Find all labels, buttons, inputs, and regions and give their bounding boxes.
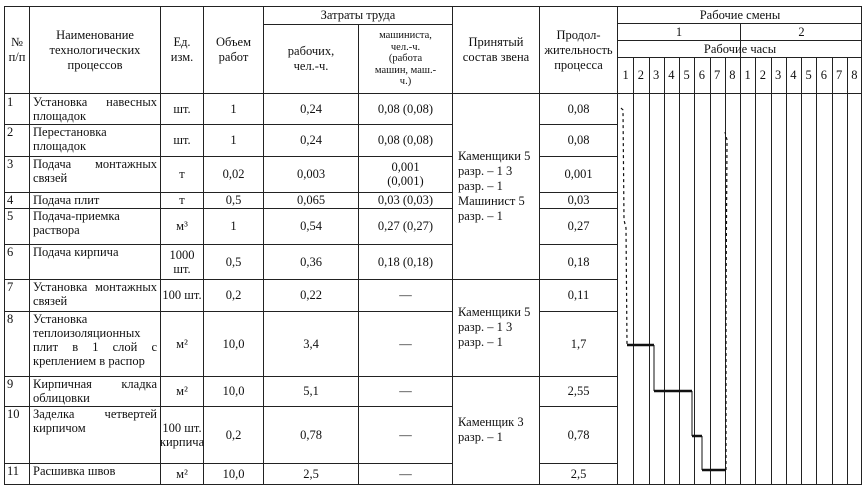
team-text-1: Каменщики 5 разр. – 1 3 разр. – 1 Машинист 5 разр. – 1 [458,148,531,223]
row-labor-machinist: — [399,466,412,481]
gantt-dashed-link-1 [621,108,627,345]
row-unit: м² [176,384,188,398]
hour-label: 4 [668,68,675,82]
hour-label: 2 [759,68,766,82]
row-volume: 0,2 [225,288,242,302]
row-name: Установка монтажных связей [33,280,157,308]
hour-label: 5 [805,68,812,82]
row-labor-workers: 0,24 [300,133,322,147]
row-labor-workers: 2,5 [303,466,319,481]
row-unit: 100 шт. [162,288,202,302]
row-num: 6 [7,245,14,259]
row-labor-machinist: 0,001 (0,001) [387,160,424,188]
header-team: Принятый состав звена [462,35,530,64]
row-num: 8 [7,312,14,326]
header-volume: Объем работ [216,35,251,64]
hour-label: 7 [836,68,843,82]
row-labor-workers: 3,4 [303,336,319,351]
row-duration: 2,5 [570,466,587,481]
row-labor-machinist: 0,18 (0,18) [377,254,434,269]
hour-label: 3 [775,68,782,82]
row-duration: 0,08 [567,102,590,116]
row-name: Установка теплоизоляционных плит в 1 слой с креплением в распор [33,312,157,368]
team-cell-3 [453,376,539,484]
row-labor-machinist: 0,08 (0,08) [377,102,434,116]
row-duration: 0,08 [567,133,590,147]
row-volume: 0,2 [225,427,242,442]
row-volume: 10,0 [222,466,245,481]
row-duration: 0,27 [567,219,590,233]
row-num: 3 [7,157,14,171]
row-labor-workers: 0,54 [300,219,322,233]
team-text-2: Каменщики 5 разр. – 1 3 разр. – 1 [458,304,531,349]
row-labor-workers: 0,22 [300,288,322,302]
row-unit: 1000 шт. [169,247,195,276]
row-labor-workers: 5,1 [303,384,319,398]
hour-label: 1 [622,68,629,82]
hour-label: 4 [790,68,797,82]
row-labor-workers: 0,78 [300,427,322,442]
row-unit: 100 шт. кирпича [159,420,205,449]
row-duration: 2,55 [567,384,590,398]
row-volume: 1 [230,219,237,233]
row-duration: 1,7 [570,336,587,351]
row-name: Кирпичная кладка облицовки [33,377,157,405]
row-num: 11 [7,464,20,478]
team-cell-2 [453,279,539,375]
row-labor-workers: 0,24 [300,102,322,116]
row-labor-machinist: 0,08 (0,08) [377,133,434,147]
team-cell-1 [453,94,539,278]
row-name: Расшивка швов [33,464,116,478]
row-volume: 0,5 [225,193,242,207]
row-num: 2 [7,125,14,139]
row-duration: 0,001 [564,167,593,181]
header-hours-title: Рабочие часы [703,41,777,56]
header-labor-machinist: машиниста, чел.-ч. (работа машин, маш.-ч.) [374,30,437,88]
row-num: 9 [7,377,14,391]
hour-label: 8 [851,68,858,82]
row-labor-workers: 0,065 [296,193,326,207]
row-labor-workers: 0,36 [300,254,322,269]
hour-label: 5 [683,68,690,82]
row-labor-machinist: — [399,384,412,398]
header-duration: Продол-жительность процесса [544,27,613,72]
row-duration: 0,11 [567,288,590,302]
row-unit: м² [176,466,188,481]
row-unit: м³ [176,219,188,233]
header-shifts-title: Рабочие смены [699,7,781,22]
row-name: Подача плит [33,193,100,207]
row-volume: 1 [230,102,237,116]
row-labor-workers: 0,003 [296,167,326,181]
row-num: 7 [7,280,14,294]
row-num: 4 [7,193,14,207]
header-unit: Ед. изм. [170,35,194,64]
hour-label: 7 [714,68,721,82]
row-unit: т [179,167,185,181]
row-num: 5 [7,209,14,223]
row-num: 1 [7,95,14,109]
row-unit: шт. [173,133,191,147]
team-text-3: Каменщик 3 разр. – 1 [458,415,524,444]
hour-label: 6 [698,68,705,82]
hour-label: 3 [653,68,660,82]
hour-label: 6 [820,68,827,82]
gantt-chart [621,108,727,470]
row-labor-machinist: 0,03 (0,03) [377,193,434,207]
hour-label: 1 [744,68,751,82]
row-volume: 0,02 [222,167,245,181]
row-name: Перестановка площадок [33,125,107,153]
hour-label: 8 [729,68,736,82]
row-num: 10 [7,407,20,421]
row-labor-machinist: — [399,427,412,442]
row-volume: 1 [230,133,237,147]
row-unit: м² [176,336,188,351]
header-labor-group: Затраты труда [320,8,396,22]
row-unit: шт. [173,102,191,116]
row-duration: 0,18 [567,254,590,269]
hour-label: 2 [637,68,644,82]
row-name: Подача монтажных связей [33,157,157,185]
row-labor-machinist: — [399,336,412,351]
row-name: Подача-приемка раствора [33,209,120,237]
row-unit: т [179,193,185,207]
row-labor-machinist: 0,27 (0,27) [377,219,434,233]
row-name: Подача кирпича [33,245,119,259]
row-duration: 0,03 [567,193,590,207]
header-num: № п/п [8,35,26,64]
header-name: Наименование технологических процессов [49,27,141,72]
row-volume: 10,0 [222,384,245,398]
row-name: Заделка четвертей кирпичом [33,407,157,435]
row-name: Установка навесных площадок [33,95,157,123]
header-shift-1: 1 [675,24,683,39]
row-volume: 10,0 [222,336,245,351]
row-duration: 0,78 [567,427,590,442]
header-shift-2: 2 [798,24,805,39]
header-labor-workers: рабочих, чел.-ч. [287,44,335,73]
row-labor-machinist: — [399,288,412,302]
row-volume: 0,5 [225,254,242,269]
